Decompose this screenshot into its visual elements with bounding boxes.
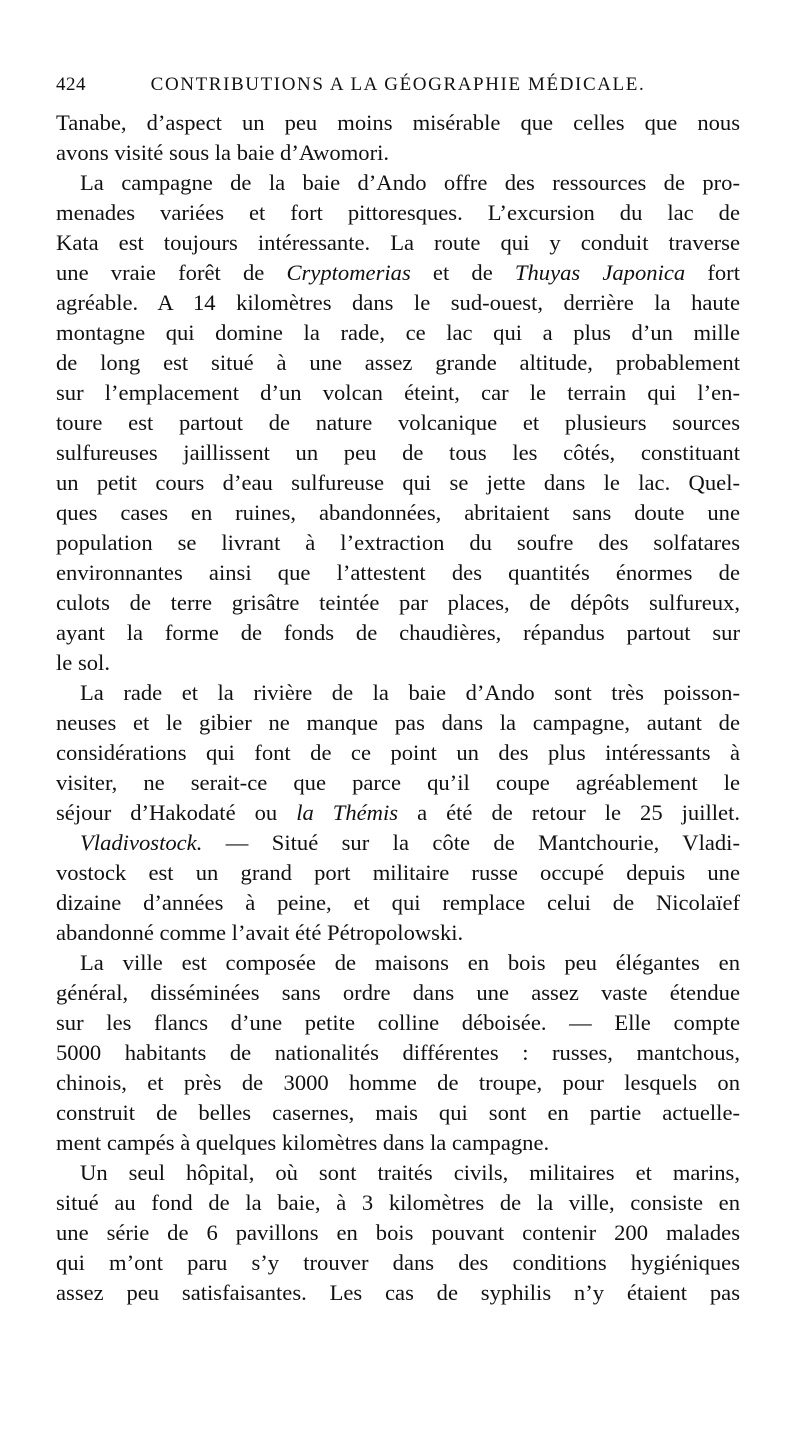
text-line: agréable. A 14 kilomètres dans le sud-ouest, derrière la haute (56, 290, 740, 315)
text-line: ment campés à quelques kilomètres dans la campagne. (56, 1130, 550, 1155)
page-number: 424 (56, 74, 86, 95)
text-line: de long est situé à une assez grande altitude, probablement (56, 350, 740, 375)
text-line: sur l’emplacement d’un volcan éteint, car le terrain qui l’en- (56, 380, 740, 405)
text-line: toure est partout de nature volcanique et plusieurs sources (56, 410, 740, 435)
text-line: ques cases en ruines, abandonnées, abritaient sans doute une (56, 500, 740, 525)
text-line: avons visité sous la baie d’Awomori. (56, 140, 390, 165)
text-line: neuses et le gibier ne manque pas dans la campagne, autant de (56, 710, 740, 735)
text-line: général, disséminées sans ordre dans une assez vaste étendue (56, 980, 740, 1005)
text-line: sur les flancs d’une petite colline déboisée. — Elle compte (56, 1010, 740, 1035)
text-run: fort (685, 260, 740, 285)
text-line: culots de terre grisâtre teintée par places, de dépôts sulfureux, (56, 590, 740, 615)
body-text (56, 108, 740, 1308)
text-line: ayant la forme de fonds de chaudières, répandus partout sur (56, 620, 740, 645)
text-line: montagne qui domine la rade, ce lac qui a plus d’un mille (56, 320, 740, 345)
page-header (56, 74, 740, 102)
text-line: abandonné comme l’avait été Pétropolowski. (56, 920, 464, 945)
text-line: Tanabe, d’aspect un peu moins misérable que celles que nous (56, 110, 740, 135)
text-line: vostock est un grand port militaire russe occupé depuis une (56, 860, 740, 885)
text-line: La campagne de la baie d’Ando offre des ressources de pro- (80, 170, 740, 195)
italic-text: la Thémis (296, 800, 399, 825)
text-line: 5000 habitants de nationalités différentes : russes, mantchous, (56, 1040, 740, 1065)
text-line: Un seul hôpital, où sont traités civils, militaires et marins, (80, 1160, 740, 1185)
running-title: CONTRIBUTIONS A LA GÉOGRAPHIE MÉDICALE. (150, 74, 646, 95)
text-line: chinois, et près de 3000 homme de troupe, pour lesquels on (56, 1070, 740, 1095)
text-line: Kata est toujours intéressante. La route qui y conduit traverse (56, 230, 740, 255)
text-run: — Situé sur la côte de Mantchourie, Vladi- (202, 830, 740, 855)
text-line: construit de belles casernes, mais qui sont en partie actuelle- (56, 1100, 740, 1125)
text-line: le sol. (56, 650, 110, 675)
text-line (56, 798, 740, 828)
italic-text: Vladivostock. (80, 830, 203, 855)
text-line: La rade et la rivière de la baie d’Ando sont très poisson- (80, 680, 740, 705)
text-line: population se livrant à l’extraction du soufre des solfatares (56, 530, 740, 555)
text-line (56, 258, 740, 288)
italic-text: Thuyas Japonica (514, 260, 686, 285)
text-line: environnantes ainsi que l’attestent des quantités énormes de (56, 560, 740, 585)
text-line: sulfureuses jaillissent un peu de tous les côtés, constituant (56, 440, 740, 465)
text-line: assez peu satisfaisantes. Les cas de syphilis n’y étaient pas (56, 1280, 740, 1305)
text-line (56, 828, 740, 858)
text-line: visiter, ne serait-ce que parce qu’il coupe agréablement le (56, 770, 740, 795)
text-line: qui m’ont paru s’y trouver dans des conditions hygiéniques (56, 1250, 740, 1275)
italic-text: Cryptomerias (286, 260, 411, 285)
text-line: La ville est composée de maisons en bois peu élégantes en (80, 950, 740, 975)
text-line: situé au fond de la baie, à 3 kilomètres de la ville, consiste en (56, 1190, 740, 1215)
text-run: a été de retour le 25 juillet. (398, 800, 740, 825)
text-run: une vraie forêt de (56, 260, 287, 285)
text-line: dizaine d’années à peine, et qui remplace celui de Nicolaïef (56, 890, 740, 915)
text-line: une série de 6 pavillons en bois pouvant contenir 200 malades (56, 1220, 740, 1245)
text-line: un petit cours d’eau sulfureuse qui se jette dans le lac. Quel- (56, 470, 740, 495)
text-line: menades variées et fort pittoresques. L’excursion du lac de (56, 200, 740, 225)
text-run: et de (410, 260, 515, 285)
text-run: séjour d’Hakodaté ou (56, 800, 297, 825)
text-line: considérations qui font de ce point un des plus intéressants à (56, 740, 740, 765)
